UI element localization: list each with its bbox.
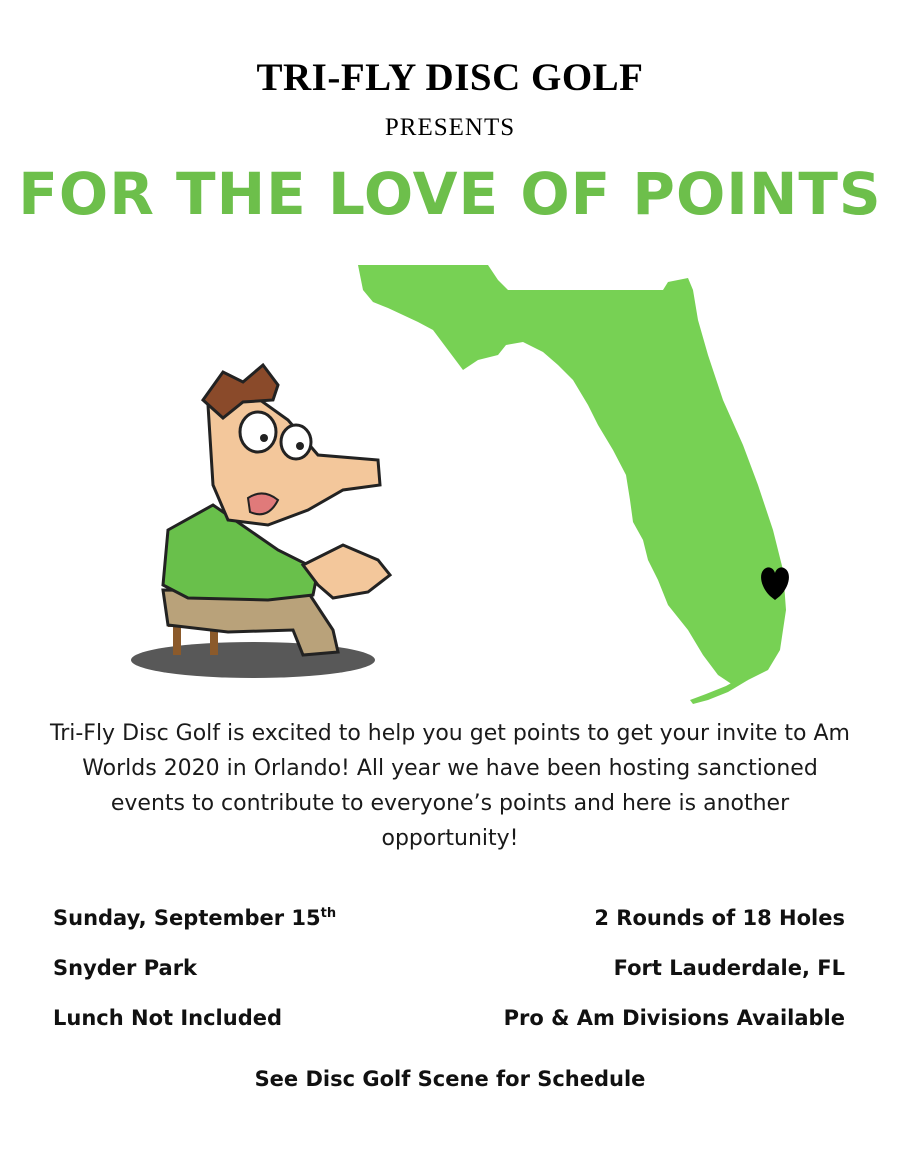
org-title: TRI-FLY DISC GOLF	[256, 56, 644, 99]
schedule-note: See Disc Golf Scene for Schedule	[254, 1067, 646, 1091]
event-details	[53, 893, 845, 1043]
event-park: Snyder Park	[53, 956, 198, 980]
event-title: FOR THE LOVE OF POINTS	[18, 160, 882, 228]
event-divisions: Pro & Am Divisions Available	[503, 1006, 845, 1030]
hand	[303, 545, 390, 598]
event-lunch: Lunch Not Included	[53, 1006, 283, 1030]
thinking-man-cartoon-icon	[128, 360, 418, 680]
event-date-suffix: th	[320, 906, 337, 921]
presents-label: PRESENTS	[384, 114, 516, 141]
keys-islands	[690, 676, 748, 704]
event-city: Fort Lauderdale, FL	[613, 956, 845, 980]
event-description: Tri-Fly Disc Golf is excited to help you get points to get your invite to Am Worlds 2020 in Orlando! All year we have been hosting sanctioned events to contribute to everyone’s points and here is another opportunity!	[49, 721, 850, 851]
event-date-text: Sunday, September 15	[53, 906, 321, 930]
florida-shape	[358, 265, 786, 685]
eye-left	[240, 412, 276, 452]
eye-right	[281, 425, 311, 459]
event-rounds: 2 Rounds of 18 Holes	[594, 906, 845, 930]
details-row	[53, 943, 845, 993]
event-date	[53, 906, 336, 930]
details-row	[53, 993, 845, 1043]
details-row	[53, 893, 845, 943]
